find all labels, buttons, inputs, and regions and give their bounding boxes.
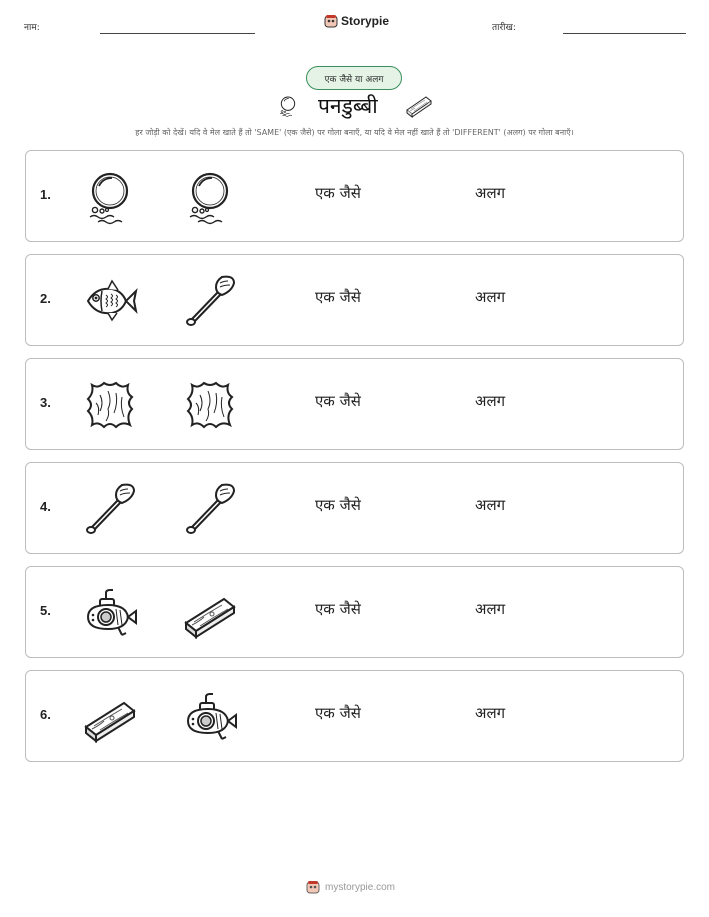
submarine-icon xyxy=(82,585,138,641)
storypie-mascot-icon xyxy=(306,880,320,894)
question-number: 1. xyxy=(40,187,51,202)
question-row-6 xyxy=(25,670,684,762)
wood-plank-icon xyxy=(82,689,138,745)
different-option[interactable]: अलग xyxy=(475,392,506,410)
instructions-text: हर जोड़ी को देखें। यदि वे मेल खाते हैं तो 'SAME' (एक जैसे) पर गोला बनाएँ, या यदि वे मेल नहीं खाते हैं तो 'DIFFERENT' (अलग) पर गोला बनाएँ। xyxy=(135,128,574,137)
brand-logo xyxy=(324,14,389,28)
storypie-mascot-icon xyxy=(324,14,338,28)
question-number: 4. xyxy=(40,499,51,514)
different-option[interactable]: अलग xyxy=(475,600,506,618)
question-row-5 xyxy=(25,566,684,658)
question-row-1 xyxy=(25,150,684,242)
animal-hide-icon xyxy=(82,377,138,433)
same-option[interactable]: एक जैसे xyxy=(315,496,361,514)
same-option[interactable]: एक जैसे xyxy=(315,392,361,410)
date-line[interactable] xyxy=(563,33,686,34)
different-option[interactable]: अलग xyxy=(475,288,506,306)
same-option[interactable]: एक जैसे xyxy=(315,288,361,306)
same-option[interactable]: एक जैसे xyxy=(315,600,361,618)
bubble-icon xyxy=(182,169,238,225)
different-option[interactable]: अलग xyxy=(475,184,506,202)
different-option[interactable]: अलग xyxy=(475,704,506,722)
question-number: 2. xyxy=(40,291,51,306)
bubble-icon xyxy=(82,169,138,225)
wood-plank-icon xyxy=(403,91,435,119)
wood-plank-icon xyxy=(182,585,238,641)
different-option[interactable]: अलग xyxy=(475,496,506,514)
fish-icon xyxy=(82,273,138,329)
animal-hide-icon xyxy=(182,377,238,433)
name-line[interactable] xyxy=(100,33,255,34)
activity-badge: एक जैसे या अलग xyxy=(306,66,402,90)
question-number: 3. xyxy=(40,395,51,410)
footer xyxy=(306,880,395,894)
same-option[interactable]: एक जैसे xyxy=(315,704,361,722)
question-row-4 xyxy=(25,462,684,554)
brand-name: Storypie xyxy=(341,14,390,28)
question-number: 6. xyxy=(40,707,51,722)
name-label: नाम: xyxy=(24,23,40,33)
footer-site: mystorypie.com xyxy=(325,881,396,893)
question-number: 5. xyxy=(40,603,51,618)
question-row-2 xyxy=(25,254,684,346)
oar-icon xyxy=(182,273,238,329)
same-option[interactable]: एक जैसे xyxy=(315,184,361,202)
question-row-3 xyxy=(25,358,684,450)
oar-icon xyxy=(182,481,238,537)
bubble-icon xyxy=(277,94,299,118)
date-label: तारीख: xyxy=(492,23,516,33)
worksheet-title: पनडुब्बी xyxy=(318,94,378,118)
submarine-icon xyxy=(182,689,238,745)
oar-icon xyxy=(82,481,138,537)
